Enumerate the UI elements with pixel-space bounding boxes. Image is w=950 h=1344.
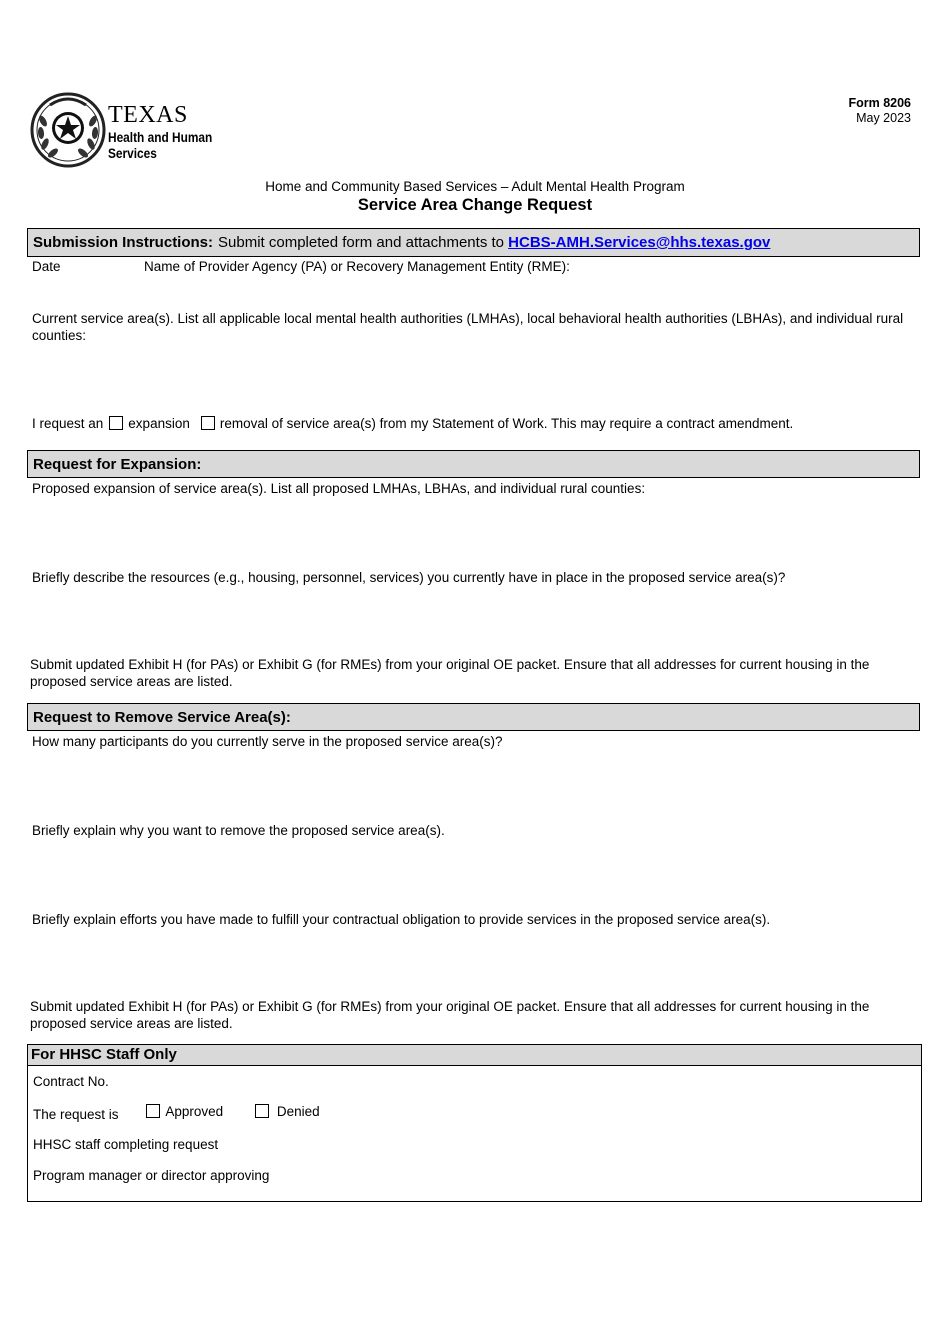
current-service-area-label: Current service area(s). List all applicable local mental health authorities (LMHAs), local behavioral health authorities (LBHAs), and individual rural counties: (32, 311, 904, 343)
removal-checkbox[interactable] (201, 416, 215, 430)
program-name: Home and Community Based Services – Adult Mental Health Program (265, 179, 685, 194)
provider-name-label: Name of Provider Agency (PA) or Recovery Management Entity (RME): (144, 259, 570, 274)
submission-instructions-bar (27, 228, 920, 257)
expansion-q1: Proposed expansion of service area(s). List all proposed LMHAs, LBHAs, and individual rural counties: (32, 481, 646, 496)
expansion-option-label: expansion (128, 416, 190, 431)
submission-text: Submit completed form and attachments to (218, 234, 504, 251)
request-prefix: I request an (32, 416, 104, 431)
submission-label: Submission Instructions: (33, 234, 214, 251)
logo-wordmark (108, 103, 227, 162)
page-title: Service Area Change Request (357, 196, 593, 214)
expansion-note: Submit updated Exhibit H (for PAs) or Exhibit G (for RMEs) from your original OE packet. Ensure that all addresses for current housing in the proposed service areas are listed. (30, 657, 870, 689)
request-status-row (33, 1104, 320, 1122)
form-date: May 2023 (856, 111, 911, 125)
request-type-row (32, 415, 912, 432)
manager-approving-label: Program manager or director approving (33, 1168, 270, 1183)
form-number-block (848, 96, 911, 126)
denied-label: Denied (276, 1104, 320, 1119)
removal-q1: How many participants do you currently serve in the proposed service area(s)? (32, 734, 503, 749)
date-label: Date (32, 259, 61, 274)
removal-heading-bar (27, 703, 920, 731)
hhsc-staff-section (27, 1044, 922, 1202)
expansion-heading-bar (27, 450, 920, 478)
logo-line2: Services (108, 146, 157, 161)
approved-label: Approved (165, 1104, 224, 1119)
expansion-checkbox[interactable] (109, 416, 123, 430)
contract-number-label: Contract No. (33, 1074, 109, 1089)
staff-heading: For HHSC Staff Only (28, 1045, 921, 1066)
staff-completing-label: HHSC staff completing request (33, 1137, 219, 1152)
removal-q2: Briefly explain why you want to remove the proposed service area(s). (32, 823, 445, 838)
form-number: Form 8206 (848, 96, 911, 110)
approved-checkbox[interactable] (146, 1104, 160, 1118)
removal-q3: Briefly explain efforts you have made to fulfill your contractual obligation to provide services in the proposed service area(s). (32, 912, 771, 927)
hhs-logo (30, 91, 230, 169)
expansion-heading: Request for Expansion: (33, 455, 202, 473)
logo-texas: TEXAS (108, 102, 188, 128)
request-status-label: The request is (33, 1107, 119, 1122)
removal-option-label: removal of service area(s) from my Statement of Work. This may require a contract amendment. (219, 416, 794, 431)
texas-seal-icon (30, 91, 106, 169)
denied-checkbox[interactable] (255, 1104, 269, 1118)
submission-email-link[interactable]: HCBS-AMH.Services@hhs.texas.gov (508, 234, 771, 251)
logo-line1: Health and Human (108, 130, 213, 145)
removal-heading: Request to Remove Service Area(s): (33, 708, 291, 726)
expansion-q2: Briefly describe the resources (e.g., housing, personnel, services) you currently have in place in the proposed service area(s)? (32, 570, 786, 585)
removal-note: Submit updated Exhibit H (for PAs) or Exhibit G (for RMEs) from your original OE packet. Ensure that all addresses for current housing in the proposed service areas are listed. (30, 999, 870, 1031)
